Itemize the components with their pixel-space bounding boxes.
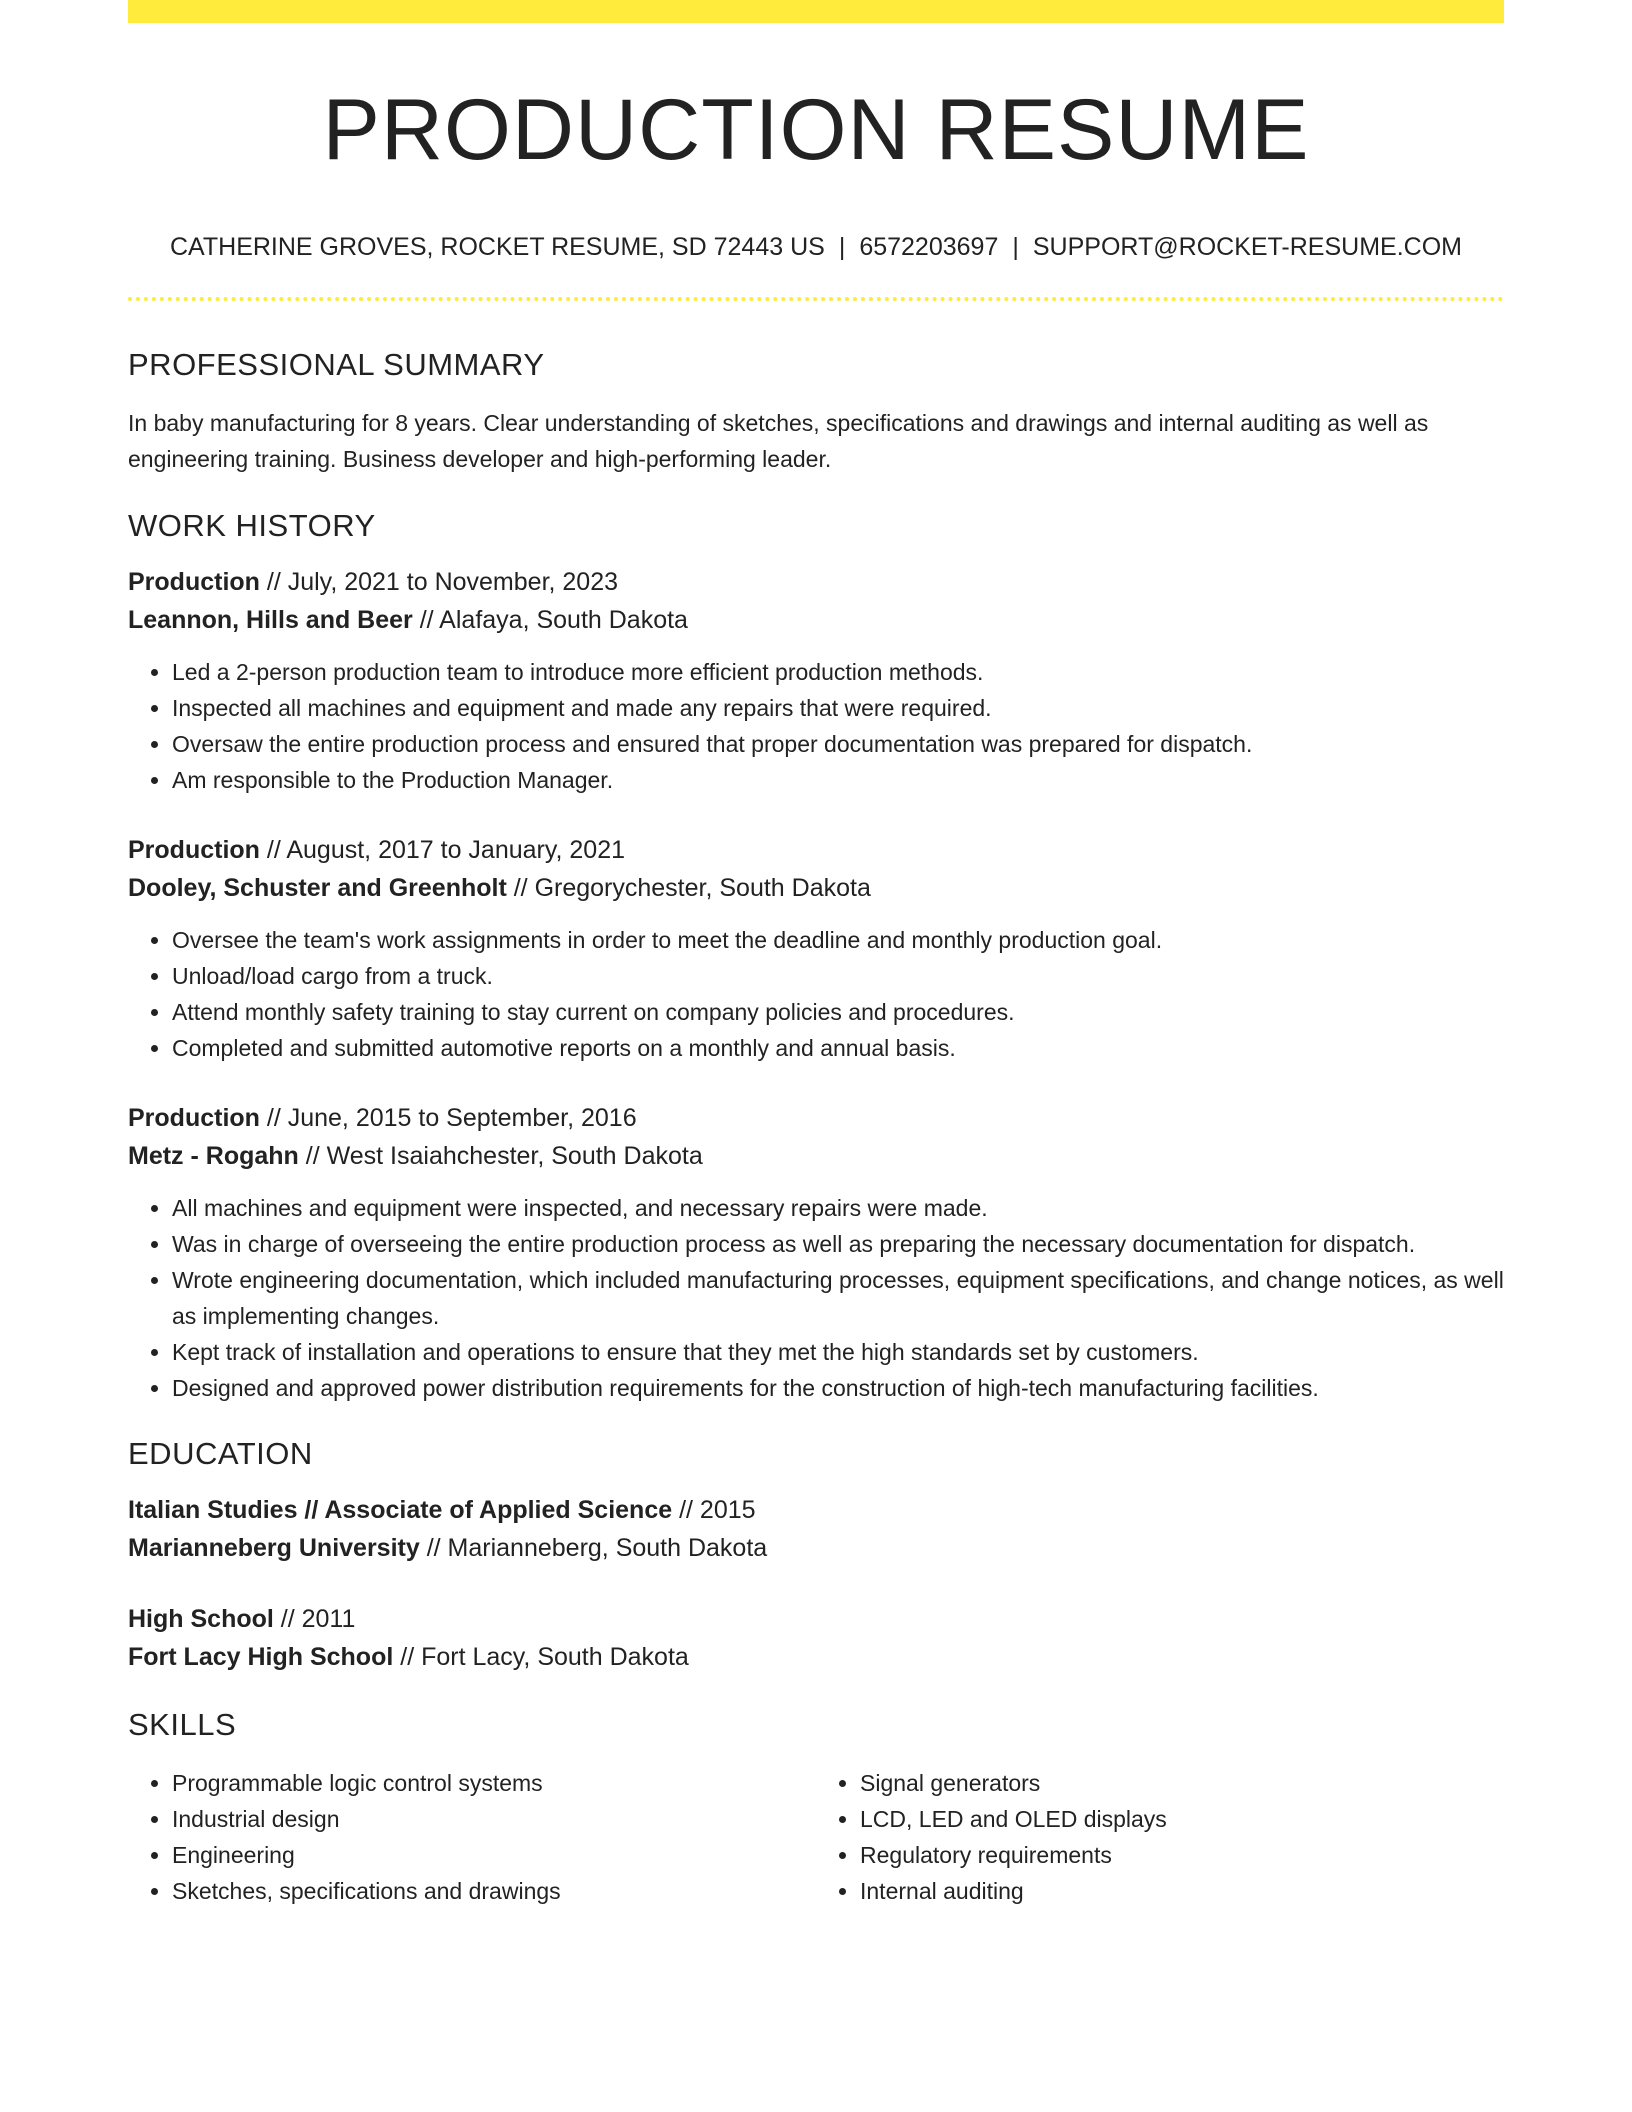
job-company-line [128,601,1504,639]
list-item: • Kept track of installation and operations to ensure that they met the high standards set by customers. [172,1334,1504,1370]
job-dates: // June, 2015 to September, 2016 [259,1104,637,1132]
list-item: • Industrial design [172,1801,816,1837]
education-location: // Fort Lacy, South Dakota [393,1643,689,1671]
education-degree-line [128,1491,1504,1529]
job-title-line [128,1099,1504,1137]
job-bullets [128,654,1504,798]
job-location: // West Isaiahchester, South Dakota [298,1142,703,1170]
job-bullets [128,922,1504,1066]
education-school-line [128,1529,1504,1567]
education-degree: Italian Studies // Associate of Applied Science [128,1496,673,1524]
contact-separator: | [1012,233,1019,261]
list-item: • Completed and submitted automotive reports on a monthly and annual basis. [172,1030,1504,1066]
education-degree-line [128,1600,1504,1638]
list-item: • Programmable logic control systems [172,1765,816,1801]
job-company: Dooley, Schuster and Greenholt [128,874,507,902]
job-company-line [128,1137,1504,1175]
top-accent-bar [128,0,1504,23]
education-degree: High School [128,1605,274,1633]
job-location: // Gregorychester, South Dakota [506,874,871,902]
work-history-heading: WORK HISTORY [128,508,376,543]
job-title-line [128,563,1504,601]
job-company: Leannon, Hills and Beer [128,606,413,634]
list-item: • Wrote engineering documentation, which included manufacturing processes, equipment specifications, and change notices, as well as implementing changes. [172,1262,1504,1334]
header-divider [128,297,1504,301]
list-item: • Engineering [172,1837,816,1873]
education-school: Marianneberg University [128,1534,420,1562]
list-item: • Unload/load cargo from a truck. [172,958,1504,994]
list-item: • Led a 2-person production team to introduce more efficient production methods. [172,654,1504,690]
list-item: • LCD, LED and OLED displays [860,1801,1504,1837]
skills-columns [128,1765,1504,1909]
education-heading: EDUCATION [128,1436,313,1471]
list-item: • All machines and equipment were inspected, and necessary repairs were made. [172,1190,1504,1226]
list-item: • Attend monthly safety training to stay current on company policies and procedures. [172,994,1504,1030]
page-title: PRODUCTION RESUME [322,82,1310,178]
education-entry [128,1491,1504,1567]
list-item: • Was in charge of overseeing the entire production process as well as preparing the necessary documentation for dispatch. [172,1226,1504,1262]
education-school-line [128,1638,1504,1676]
job-company-line [128,869,1504,907]
education-school: Fort Lacy High School [128,1643,394,1671]
job-bullets [128,1190,1504,1406]
education-entry [128,1600,1504,1676]
contact-separator: | [838,233,846,261]
list-item: • Oversee the team's work assignments in order to meet the deadline and monthly production goal. [172,922,1504,958]
job-title-line [128,831,1504,869]
list-item: • Signal generators [860,1765,1504,1801]
job-title: Production [128,836,260,864]
skills-list-left [128,1765,816,1909]
summary-text: In baby manufacturing for 8 years. Clear understanding of sketches, specifications and drawings and internal auditing as well as engineering training. Business developer and high-performing leader. [128,410,1429,472]
list-item: • Internal auditing [860,1873,1504,1909]
job-title: Production [128,568,260,596]
contact-line [128,235,1504,260]
contact-address: CATHERINE GROVES, ROCKET RESUME, SD 72443 US [170,233,825,261]
skills-list-right [816,1765,1504,1909]
list-item: • Designed and approved power distribution requirements for the construction of high-tech manufacturing facilities. [172,1370,1504,1406]
job-entry [128,831,1504,1066]
list-item: • Oversaw the entire production process and ensured that proper documentation was prepared for dispatch. [172,726,1504,762]
job-location: // Alafaya, South Dakota [412,606,688,634]
education-year: // 2015 [672,1496,756,1524]
list-item: • Sketches, specifications and drawings [172,1873,816,1909]
list-item: • Am responsible to the Production Manager. [172,762,1504,798]
skills-heading: SKILLS [128,1707,237,1742]
job-entry [128,1099,1504,1406]
education-year: // 2011 [273,1605,356,1633]
job-company: Metz - Rogahn [128,1142,299,1170]
job-dates: // July, 2021 to November, 2023 [259,568,619,596]
job-title: Production [128,1104,260,1132]
list-item: • Inspected all machines and equipment and made any repairs that were required. [172,690,1504,726]
education-location: // Marianneberg, South Dakota [419,1534,768,1562]
list-item: • Regulatory requirements [860,1837,1504,1873]
contact-phone: 6572203697 [859,233,999,261]
job-entry [128,563,1504,798]
contact-email: SUPPORT@ROCKET-RESUME.COM [1032,233,1462,261]
summary-heading: PROFESSIONAL SUMMARY [128,347,545,382]
job-dates: // August, 2017 to January, 2021 [259,836,626,864]
